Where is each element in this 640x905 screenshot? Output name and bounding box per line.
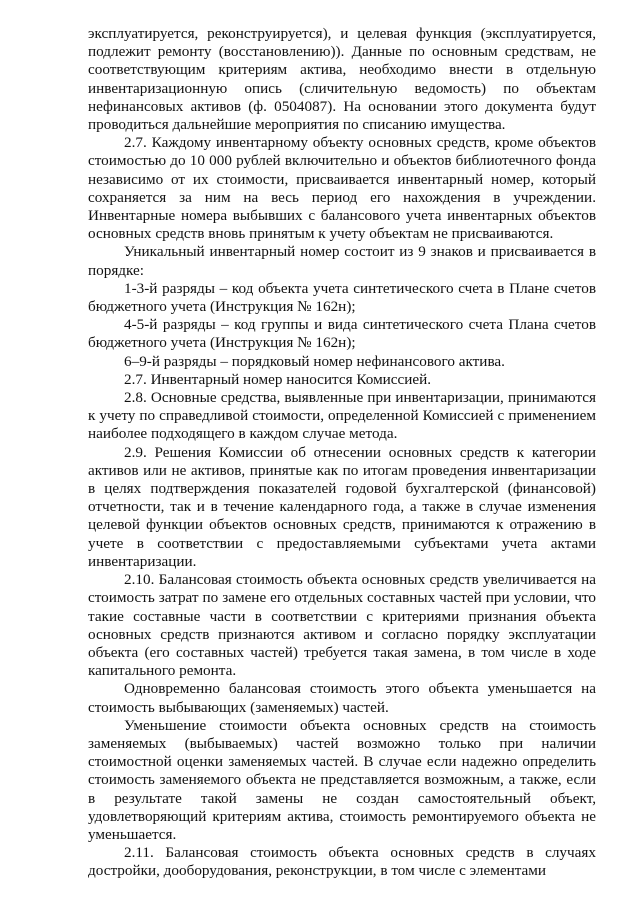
paragraph-2-7-inventory-number: 2.7. Каждому инвентарному объекту основных средств, кроме объектов стоимостью до 10 000 рублей включительно и объектов библиотечного фонда независимо от их стоимости, присваивается инвентарный номер, который сохраняется за ним на весь период его нахождения в учреждении. Инвентарные номера выбывших с балансового учета инвентарных объектов основных средств вновь принятым к учету объектам не присваиваются. xyxy=(88,134,596,243)
paragraph-unique-number: Уникальный инвентарный номер состоит из 9 знаков и присваивается в порядке: xyxy=(88,243,596,279)
paragraph-simultaneously: Одновременно балансовая стоимость этого объекта уменьшается на стоимость выбывающих (заменяемых) частей. xyxy=(88,680,596,716)
paragraph-digits-1-3: 1-3-й разряды – код объекта учета синтетического счета в Плане счетов бюджетного учета (Инструкция № 162н); xyxy=(88,279,596,316)
paragraph-2-8: 2.8. Основные средства, выявленные при инвентаризации, принимаются к учету по справедливой стоимости, определенной Комиссией с применением наиболее подходящего в каждом случае метода. xyxy=(88,389,596,443)
paragraph-digits-4-5: 4-5-й разряды – код группы и вида синтетического счета Плана счетов бюджетного учета (Инструкция № 162н); xyxy=(88,316,596,352)
paragraph-2-11: 2.11. Балансовая стоимость объекта основных средств в случаях достройки, дооборудования, реконструкции, в том числе с элементами xyxy=(88,844,596,880)
paragraph-continuation: эксплуатируется, реконструируется), и целевая функция (эксплуатируется, подлежит ремонту (восстановлению)). Данные по основным средствам, не соответствующим критериям актива, необходимо внести в отдельную инвентаризационную опись (сличительную ведомость) по объектам нефинансовых активов (ф. 0504087). На основании этого документа будут проводиться дальнейшие мероприятия по списанию имущества. xyxy=(88,25,596,134)
paragraph-reduction: Уменьшение стоимости объекта основных средств на стоимость заменяемых (выбываемых) частей возможно только при наличии стоимостной оценки заменяемых частей. В случае если надежно определить стоимость заменяемого объекта не представляется возможным, а также, если в результате такой замены не создан самостоятельный объект, удовлетворяющий критериям актива, стоимость ремонтируемого объекта не уменьшается. xyxy=(88,716,596,843)
paragraph-2-10: 2.10. Балансовая стоимость объекта основных средств увеличивается на стоимость затрат по замене его отдельных составных частей при условии, что такие составные части в соответствии с критериями признания объекта основных средств признаются активом и согласно порядку эксплуатации объекта (его составных частей) требуется такая замена, в том числе в ходе капитального ремонта. xyxy=(88,571,596,680)
paragraph-2-7-commission: 2.7. Инвентарный номер наносится Комиссией. xyxy=(124,370,432,388)
paragraph-2-9: 2.9. Решения Комиссии об отнесении основных средств к категории активов или не активов, принятые как по итогам проведения инвентаризации в целях подтверждения показателей годовой бухгалтерской (финансовой) отчетности, так и в течение календарного года, а также в случае изменения целевой функции объектов основных средств, принимаются к отражению в учете в соответствии с предоставляемыми субъектами учета актами инвентаризации. xyxy=(88,443,596,570)
paragraph-digits-6-9: 6–9-й разряды – порядковый номер нефинансового актива. xyxy=(124,352,505,370)
document-page xyxy=(88,25,596,881)
